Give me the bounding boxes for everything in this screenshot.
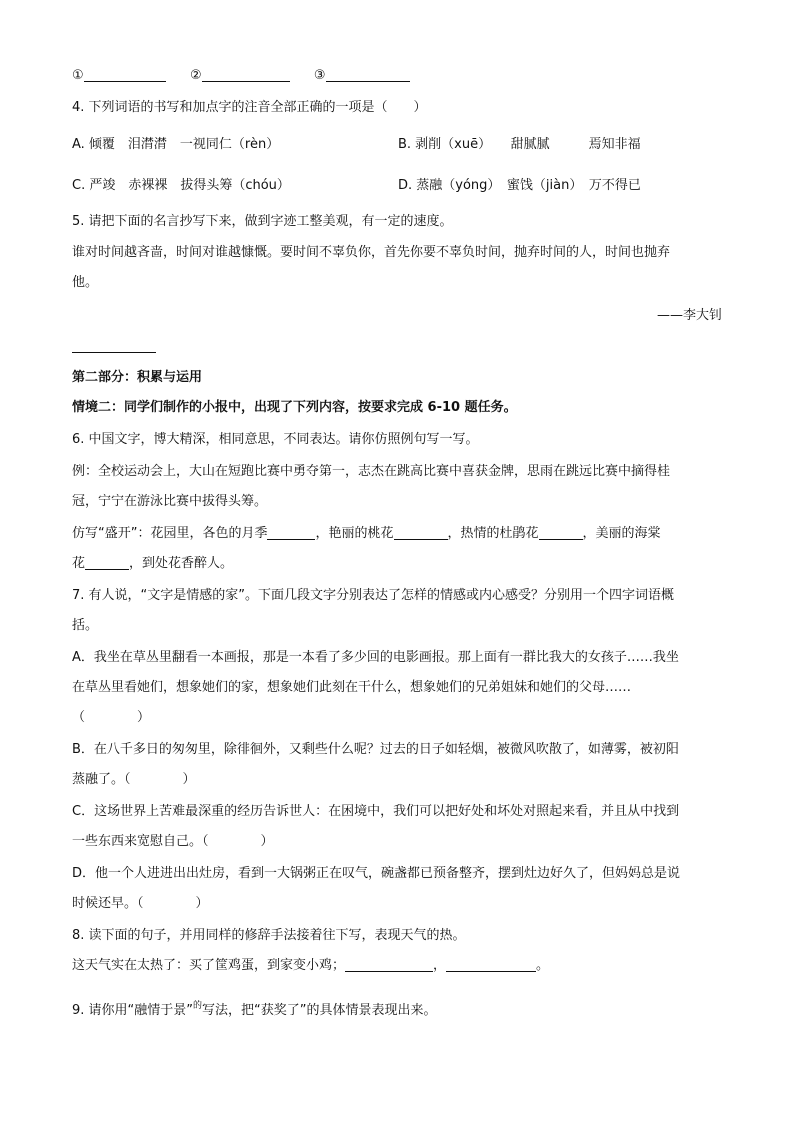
q6-text-c: ，热情的杜鹃花: [447, 526, 539, 541]
answer-blank-2[interactable]: [202, 67, 290, 82]
q5-quote-line-1: 谁对时间越吝啬，时间对谁越慷慨。要时间不辜负你，首先你要不辜负时间，抛弃时间的人，时间也抛弃: [72, 245, 671, 260]
q6-text-b: ，艳丽的桃花: [315, 526, 394, 541]
q8-text-c: 。: [536, 958, 550, 973]
q9-superscript: 的: [193, 1001, 203, 1011]
q6-stem: 6. 中国文字，博大精深，相同意思，不同表达。请你仿照例句写一写。: [72, 432, 479, 447]
q4-option-d[interactable]: D. 蒸融（yóng） 蜜饯（jiàn） 万不得已: [398, 178, 641, 193]
q6-writing-line-1: [72, 524, 661, 544]
q7-stem-line-1: 7. 有人说，“文字是情感的家”。下面几段文字分别表达了怎样的情感或内心感受？分别用一个四字词语概: [72, 588, 675, 603]
q6-blank-3[interactable]: [539, 525, 583, 540]
answer-blank-3[interactable]: [326, 67, 410, 82]
blank-label-3: ③: [313, 68, 326, 83]
q7-b-line-2[interactable]: 蒸融了。（ ）: [72, 772, 196, 787]
q6-blank-4[interactable]: [85, 555, 129, 570]
q7-c-line-2[interactable]: 一些东西来宽慰自己。（ ）: [72, 834, 274, 849]
q8-writing-line: [72, 956, 549, 976]
q7-a-line-1: A．我坐在草丛里翻看一本画报，那是一本看了多少回的电影画报。那上面有一群比我大的女孩子……我坐: [72, 650, 679, 665]
writing-line[interactable]: [72, 352, 156, 353]
q8-stem: 8. 读下面的句子，并用同样的修辞手法接着往下写，表现天气的热。: [72, 928, 466, 943]
blank-label-2: ②: [189, 68, 202, 83]
q4-option-a[interactable]: A. 倾覆 泪潸潸 一视同仁（rèn）: [72, 137, 280, 152]
q4-option-b[interactable]: B. 剥削（xuē） 甜腻腻 焉知非福: [398, 137, 641, 152]
q4-option-c[interactable]: C. 严竣 赤裸裸 拔得头筹（chóu）: [72, 178, 290, 193]
q5-quote-line-2: 他。: [72, 275, 99, 290]
q6-writing-line-2: [72, 554, 233, 574]
q7-d-line-2[interactable]: 时候还早。（ ）: [72, 896, 209, 911]
q4-stem: 4. 下列词语的书写和加点字的注音全部正确的一项是（ ）: [72, 100, 427, 115]
q6-text-e: 花: [72, 556, 86, 571]
q8-text-b: ，: [433, 958, 447, 973]
q7-a-line-2: 在草丛里看她们，想象她们的家，想象她们此刻在干什么，想象她们的兄弟姐妹和她们的父母……: [72, 680, 632, 695]
q6-example-line-2: 冠，宁宁在游泳比赛中拔得头筹。: [72, 494, 268, 509]
q7-c-line-1: C．这场世界上苦难最深重的经历告诉世人：在困境中，我们可以把好处和坏处对照起来看，并且从中找到: [72, 804, 680, 819]
q9-stem: [72, 996, 437, 1021]
q7-d-line-1: D．他一个人进进出出灶房，看到一大锅粥正在叹气，碗盏都已预备整齐，摆到灶边好久了，但妈妈总是说: [72, 866, 681, 881]
answer-blank-1[interactable]: [84, 67, 166, 82]
section-context: 情境二：同学们制作的小报中，出现了下列内容，按要求完成 6-10 题任务。: [72, 400, 517, 415]
q6-blank-1[interactable]: [267, 525, 315, 540]
q8-blank-1[interactable]: [345, 957, 433, 972]
q6-text-a: 仿写“盛开”：花园里，各色的月季: [72, 526, 268, 541]
q6-text-d: ，美丽的海棠: [582, 526, 661, 541]
q7-a-answer[interactable]: （ ）: [72, 710, 151, 725]
q5-quote-author: ——李大钊: [656, 308, 722, 323]
q6-example-line-1: 例：全校运动会上，大山在短跑比赛中勇夺第一，志杰在跳高比赛中喜获金牌，思雨在跳远比赛中摘得桂: [72, 464, 671, 479]
q8-text-a: 这天气实在太热了：买了筐鸡蛋，到家变小鸡；: [72, 958, 346, 973]
q6-blank-2[interactable]: [394, 525, 448, 540]
q6-text-f: ，到处花香醉人。: [129, 556, 234, 571]
q9-text-a: 9. 请你用“融情于景”: [72, 1003, 194, 1018]
q5-stem: 5. 请把下面的名言抄写下来，做到字迹工整美观，有一定的速度。: [72, 214, 453, 229]
q7-b-line-1: B．在八千多日的匆匆里，除徘徊外，又剩些什么呢？过去的日子如轻烟，被微风吹散了，如薄雾，被初阳: [72, 742, 679, 757]
q7-stem-line-2: 括。: [72, 618, 99, 633]
answer-blanks-row: [72, 66, 410, 86]
q8-blank-2[interactable]: [446, 957, 536, 972]
q9-text-b: 写法，把“获奖了”的具体情景表现出来。: [202, 1003, 437, 1018]
section-title: 第二部分：积累与运用: [72, 370, 203, 385]
blank-label-1: ①: [72, 68, 84, 83]
